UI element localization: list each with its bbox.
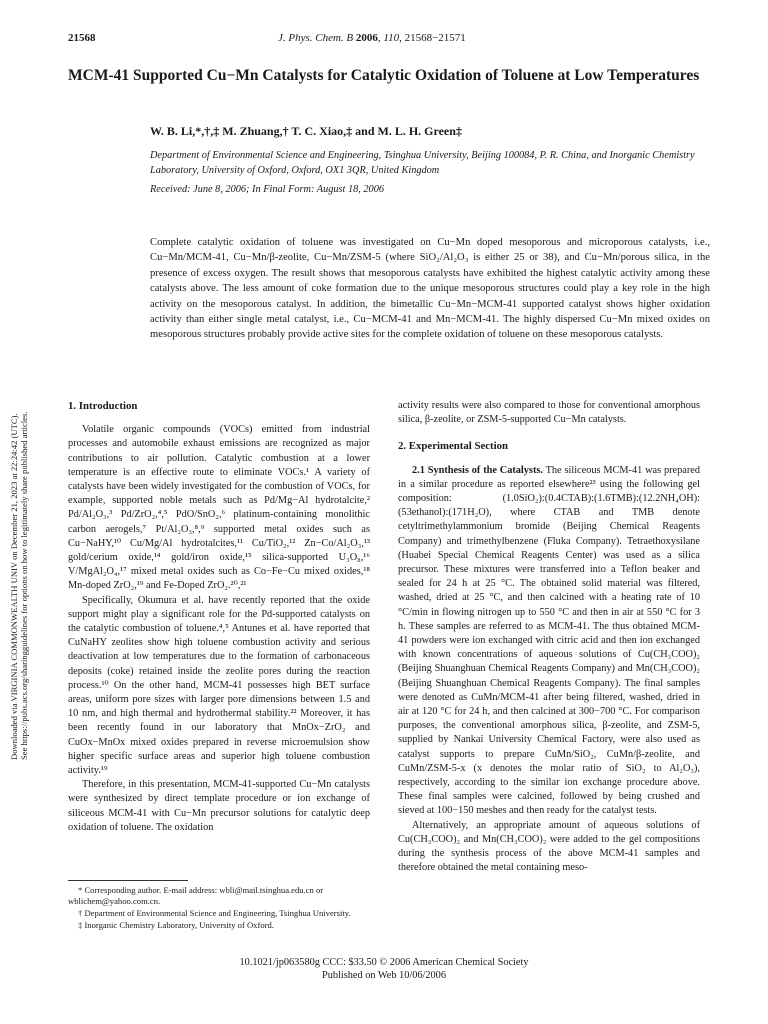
journal-pages: 21568−21571: [404, 32, 466, 44]
introduction-heading: 1. Introduction: [68, 400, 138, 412]
author-list: W. B. Li,*,†,‡ M. Zhuang,† T. C. Xiao,‡ and M. L. H. Green‡: [150, 124, 462, 138]
right-column: [398, 399, 700, 876]
affiliation: Department of Environmental Science and Engineering, Tsinghua University, Beijing 100084, P. R. China, and Inorganic Chemistry Laboratory, University of Oxford, Oxford, OX1 3QR, United Kingdom: [150, 150, 695, 176]
download-notice-line1: Downloaded via VIRGINIA COMMONWEALTH UNIV on December 21, 2023 at 22:24:42 (UTC).: [9, 413, 19, 760]
intro-paragraph-1: Volatile organic compounds (VOCs) emitted from industrial processes and automobile exhaust emissions are recognized as major contributions to air pollution. Catalytic combustion at a lower temperature is an effective route to eliminate VOCs.¹ A variety of catalysts have been widely investigated for the combustion of VOCs, for example, supported noble metals such as Pd/Mg−Al hydrotalcite,² Pd/Al₂O₃,³ Pd/ZrO₂,⁴,⁵ PdO/SnO₂,⁶ platinum-containing monolithic carbon aerogels,⁷ Pt/Al₂O₃,⁸,⁹ supported metal oxides such as Cu−NaHY,¹⁰ Cu/Mg/Al hydrotalcites,¹¹ Cu/TiO₂,¹² Zn−Co/Al₂O₃,¹³ gold/cerium oxide,¹⁴ gold/iron oxide,¹⁵ silica-supported U₃O₈,¹⁶ V/MgAl₂O₄,¹⁷ mixed metal oxides such as Co−Fe−Cu mixed oxides,¹⁸ Mn-doped ZrO₂,¹⁹ and Fe-Doped ZrO₂.²⁰,²¹: [68, 424, 370, 592]
abstract: Complete catalytic oxidation of toluene was investigated on Cu−Mn doped mesoporous and microporous catalysts, i.e., Cu−Mn/MCM-41, Cu−Mn/β-zeolite, Cu−Mn/ZSM-5 (where SiO₂/Al₂O₃ is either 25 or 38), and Cu−Mn/porous silica, in the presence of excess oxygen. The result shows that mesoporous catalysts have exhibited the highest catalytic activity among these catalysts above. The less amount of coke formation due to the unique mesoporous structures could play a key role in the high activity on the mesoporous catalyst. In addition, the bimetallic Cu−Mn−MCM-41 supported catalyst shows higher oxidation activity than either single metal catalyst, i.e., Cu−MCM-41 and Mn−MCM-41. The highly dispersed Cu−Mn mixed oxides on mesoporous structures probably provide active sites for the complete oxidation of toluene on these mesoporous catalysts.: [150, 237, 710, 341]
journal-reference: J. Phys. Chem. B 2006, 110, 21568−21571: [278, 32, 466, 44]
intro-paragraph-2: Specifically, Okumura et al. have recently reported that the oxide support might play a significant role for the Pd-supported catalysts on the catalytic combustion of toluene.⁴,⁵ Antunes et al. have reported that CuNaHY zeolites show high toluene combustion activity and serious deactivation at low temperatures due to the formation of carbonaceous deposits (coke) retained inside the zeolite pores during the reaction process.¹⁰ On the other hand, MCM-41 possesses high BET surface areas, uniform pore sizes with larger pore dimensions between 1.5 and 10 nm, and high thermal and hydrothermal stability.²² Moreover, it has been recently found in our laboratory that MnOx−ZrO₂ and CuOx−MnOx mixed oxides prepared in reverse microemulsion show higher specific surface areas and superior high toluene combustion activity.¹⁹: [68, 594, 370, 777]
journal-volume: 110: [383, 32, 400, 44]
footnotes: [68, 885, 370, 932]
footnote-dagger: † Department of Environmental Science and Engineering, Tsinghua University.: [78, 908, 351, 918]
page-number: 21568: [68, 32, 96, 44]
footnote-corresponding-author: * Corresponding author. E-mail address: wbli@mail.tsinghua.edu.cn or wblichem@yahoo.com.cn.: [68, 885, 324, 906]
intro-paragraph-3: Therefore, in this presentation, MCM-41-supported Cu−Mn catalysts were synthesized by direct template procedure or ion exchange of siliceous MCM-41 with Cu−Mn precursor solutions for catalytic deep oxidation of toluene. The oxidation: [68, 779, 370, 833]
experimental-paragraph-1: [398, 464, 700, 819]
journal-name: J. Phys. Chem. B: [278, 32, 354, 44]
synthesis-subheading: 2.1 Synthesis of the Catalysts.: [412, 464, 543, 476]
journal-year: 2006: [355, 32, 378, 44]
left-column: [68, 399, 370, 835]
page-footer: [0, 956, 768, 982]
download-notice: [6, 300, 29, 760]
synthesis-text: The siliceous MCM-41 was prepared in a similar procedure as reported elsewhere²³ using the following gel composition: (1.0SiO₂):(0.4CTAB):(1.6TMB):(12.2NH₄OH):(53ethanol):(171H₂O), where CTAB and TMB denote cetyltrimethylammonium bromide (Beijing Chemical Reagents Company) and trimethylbenzene (Fluka Company). Tetraethoxysilane (Huabei Special Chemical Reagents Center) was used as a silica precursor. These mixtures were transferred into a Teflon beaker and sealed for 24 h at 25 °C. The obtained solid material was filtered, washed, dried at 25 °C, and then calcined with a heating rate of 10 °C/min in flowing nitrogen up to 550 °C and then in air at 550 °C for 3 h. These samples are referred to as MCM-41. The thus obtained MCM-41 powders were ion exchanged with citric acid and then ion exchanged with known concentrations of aqueous solutions of Cu(CH₃COO)₂ (Beijing Shuanghuan Chemical Reagents Company) and Mn(CH₃COO)₂ (Beijing Shuanghuan Chemical Reagents Company). The final samples were denoted as CuMn/MCM-41 after being filtered, washed, dried in air at 120 °C for 24 h, and then calcined at 300−700 °C. For comparison purposes, the conventional amorphous silica, β-zeolite, and ZSM-5, supplied by Nankai University Chemical Factory, were also used as catalyst supports to prepare CuMn/SiO₂, CuMn/β-zeolite, and CuMn/ZSM-5-x (x denotes the molar ratio of SiO₂ to Al₂O₃), respectively, according to the similar ion exchange procedure above. These final samples were calcined, followed by being crushed and sieved at 100−150 meshes and then ready for the catalyst tests.: [398, 464, 700, 817]
footnote-divider: [68, 880, 188, 881]
article-title: MCM-41 Supported Cu−Mn Catalysts for Catalytic Oxidation of Toluene at Low Temperatures: [68, 67, 700, 84]
doi-copyright-line: 10.1021/jp063580g CCC: $33.50 © 2006 American Chemical Society: [239, 957, 529, 968]
publication-date: Published on Web 10/06/2006: [322, 970, 446, 981]
download-notice-line2: See https://pubs.acs.org/sharingguidelines for options on how to legitimately share published articles.: [19, 411, 29, 760]
experimental-heading: 2. Experimental Section: [398, 440, 509, 453]
received-dates: Received: June 8, 2006; In Final Form: August 18, 2006: [150, 184, 385, 195]
experimental-paragraph-2: Alternatively, an appropriate amount of aqueous solutions of Cu(CH₃COO)₂ and Mn(CH₃COO)₂ were added to the gel compositions during the synthesis process of the above MCM-41 samples and therefore obtained the metal containing meso-: [398, 819, 700, 874]
right-continuation-paragraph: activity results were also compared to those for conventional amorphous silica, β-zeolite, or ZSM-5-supported Cu−Mn catalysts.: [398, 400, 700, 426]
footnote-double-dagger: ‡ Inorganic Chemistry Laboratory, University of Oxford.: [78, 920, 274, 930]
